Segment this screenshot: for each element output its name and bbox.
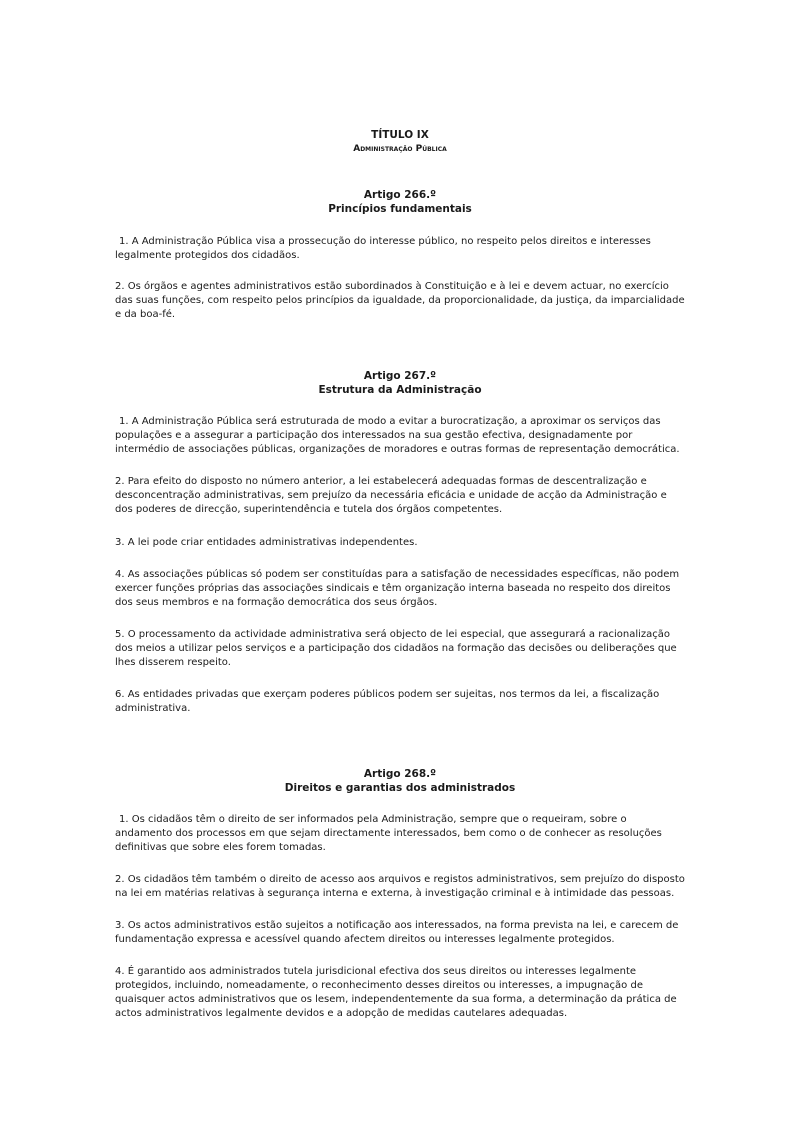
article-267-header (0, 369, 800, 397)
article-number: Artigo 266.º (363, 189, 437, 201)
article-267-paragraph-5: 5. O processamento da actividade administrativa será objecto de lei especial, que assegurará a racionalização dos meios a utilizar pelos serviços e a participação dos cidadãos na formação das decisões ou deliberações que lhes disserem respeito. (115, 629, 677, 668)
article-267-paragraph-6: 6. As entidades privadas que exerçam poderes públicos podem ser sujeitas, nos termos da lei, a fiscalização administrativa. (115, 689, 660, 714)
article-heading: Princípios fundamentais (328, 203, 472, 215)
article-266-header (0, 188, 800, 216)
article-267-paragraph-1: 1. A Administração Pública será estruturada de modo a evitar a burocratização, a aproximar os serviços das populações e a assegurar a participação dos interessados na sua gestão efectiva, designadamente por intermédio de associações públicas, organizações de moradores e outras formas de representação democrática. (115, 416, 680, 455)
article-268-paragraph-3: 3. Os actos administrativos estão sujeitos a notificação aos interessados, na forma prevista na lei, e carecem de fundamentação expressa e acessível quando afectem direitos ou interesses legalmente protegidos. (115, 920, 679, 945)
article-266-paragraph-1: 1. A Administração Pública visa a prossecução do interesse público, no respeito pelos direitos e interesses legalmente protegidos dos cidadãos. (115, 236, 651, 261)
article-heading: Estrutura da Administração (318, 384, 482, 396)
article-268-paragraph-4: 4. É garantido aos administrados tutela jurisdicional efectiva dos seus direitos ou interesses legalmente protegidos, incluindo, nomeadamente, o reconhecimento desses direitos ou interesses, a impugnação de quaisquer actos administrativos que os lesem, independentemente da sua forma, a determinação da prática de actos administrativos legalmente devidos e a adopção de medidas cautelares adequadas. (115, 966, 677, 1019)
article-267-paragraph-3: 3. A lei pode criar entidades administrativas independentes. (115, 537, 418, 548)
article-number: Artigo 268.º (363, 768, 437, 780)
article-266-paragraph-2: 2. Os órgãos e agentes administrativos estão subordinados à Constituição e à lei e devem actuar, no exercício das suas funções, com respeito pelos princípios da igualdade, da proporcionalidade, da justiça, da imparcialidade e da boa-fé. (115, 281, 685, 320)
title-subtitle: Administração Pública (353, 144, 447, 154)
article-268-paragraph-1: 1. Os cidadãos têm o direito de ser informados pela Administração, sempre que o requeiram, sobre o andamento dos processos em que sejam directamente interessados, bem como o de conhecer as resoluções definitivas que sobre eles forem tomadas. (115, 814, 662, 853)
article-267-paragraph-2: 2. Para efeito do disposto no número anterior, a lei estabelecerá adequadas formas de descentralização e desconcentração administrativas, sem prejuízo da necessária eficácia e unidade de acção da Administração e dos poderes de direcção, superintendência e tutela dos órgãos competentes. (115, 476, 667, 515)
article-number: Artigo 267.º (363, 370, 437, 382)
article-267-paragraph-4: 4. As associações públicas só podem ser constituídas para a satisfação de necessidades específicas, não podem exercer funções próprias das associações sindicais e têm organização interna baseada no respeito dos direitos dos seus membros e na formação democrática dos seus órgãos. (115, 569, 680, 608)
article-268-paragraph-2: 2. Os cidadãos têm também o direito de acesso aos arquivos e registos administrativos, sem prejuízo do disposto na lei em matérias relativas à segurança interna e externa, à investigação criminal e à intimidade das pessoas. (115, 874, 685, 899)
title-number: TÍTULO IX (371, 129, 429, 141)
title-header (0, 128, 800, 156)
article-heading: Direitos e garantias dos administrados (284, 782, 516, 794)
article-268-header (0, 767, 800, 795)
